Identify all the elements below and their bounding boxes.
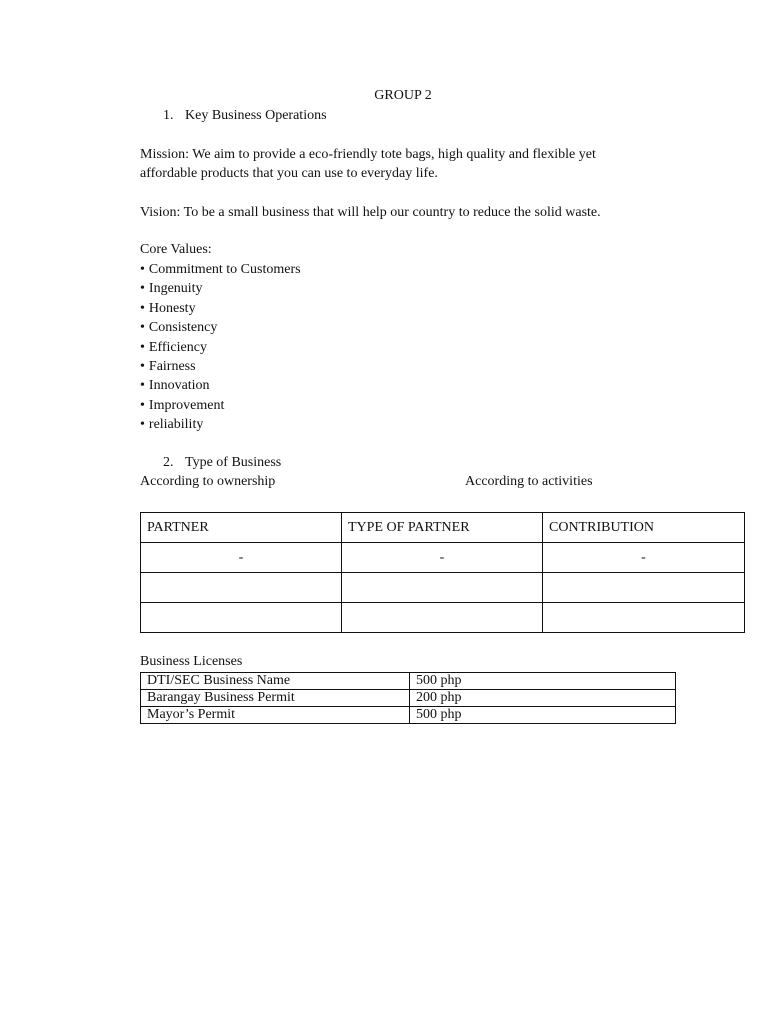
- table-header-row: [141, 513, 745, 543]
- list-item: • Fairness: [140, 357, 301, 376]
- list-item: • Consistency: [140, 318, 301, 337]
- core-values-list: [140, 260, 301, 435]
- license-name: Mayor’s Permit: [141, 707, 410, 724]
- table-row: [141, 573, 745, 603]
- licenses-table: [140, 672, 676, 724]
- table-cell: [543, 573, 745, 603]
- header-contribution: CONTRIBUTION: [543, 513, 745, 543]
- license-fee: 200 php: [410, 690, 676, 707]
- section-1-title: Key Business Operations: [185, 108, 327, 123]
- vision-text: Vision: To be a small business that will help our country to reduce the solid waste.: [140, 205, 601, 220]
- license-fee: 500 php: [410, 673, 676, 690]
- partner-table: [140, 512, 745, 633]
- table-row: [141, 673, 676, 690]
- list-item: • Efficiency: [140, 338, 301, 357]
- table-cell: [141, 603, 342, 633]
- table-row: [141, 603, 745, 633]
- license-name: Barangay Business Permit: [141, 690, 410, 707]
- table-cell: [342, 573, 543, 603]
- mission-line-2: affordable products that you can use to everyday life.: [140, 166, 438, 181]
- header-partner: PARTNER: [141, 513, 342, 543]
- section-1-number: 1.: [163, 108, 174, 123]
- section-2-number: 2.: [163, 455, 174, 470]
- table-cell: -: [342, 543, 543, 573]
- according-ownership: According to ownership: [140, 474, 276, 489]
- license-fee: 500 php: [410, 707, 676, 724]
- table-cell: [141, 573, 342, 603]
- section-2-heading: [163, 454, 281, 472]
- table-cell: -: [141, 543, 342, 573]
- core-values-heading: Core Values:: [140, 242, 212, 257]
- table-cell: -: [543, 543, 745, 573]
- section-1-heading: [163, 107, 327, 125]
- list-item: • Improvement: [140, 396, 301, 415]
- list-item: • Honesty: [140, 299, 301, 318]
- licenses-heading: Business Licenses: [140, 654, 243, 669]
- table-cell: [342, 603, 543, 633]
- according-activities: According to activities: [465, 474, 593, 489]
- table-row: [141, 707, 676, 724]
- mission-line-1: Mission: We aim to provide a eco-friendly tote bags, high quality and flexible yet: [140, 147, 596, 162]
- header-type-of-partner: TYPE OF PARTNER: [342, 513, 543, 543]
- list-item: • reliability: [140, 415, 301, 434]
- table-cell: [543, 603, 745, 633]
- list-item: • Ingenuity: [140, 279, 301, 298]
- table-row: [141, 690, 676, 707]
- table-row: [141, 543, 745, 573]
- document-title: GROUP 2: [374, 88, 432, 103]
- section-2-title: Type of Business: [185, 455, 282, 470]
- list-item: • Innovation: [140, 376, 301, 395]
- list-item: • Commitment to Customers: [140, 260, 301, 279]
- license-name: DTI/SEC Business Name: [141, 673, 410, 690]
